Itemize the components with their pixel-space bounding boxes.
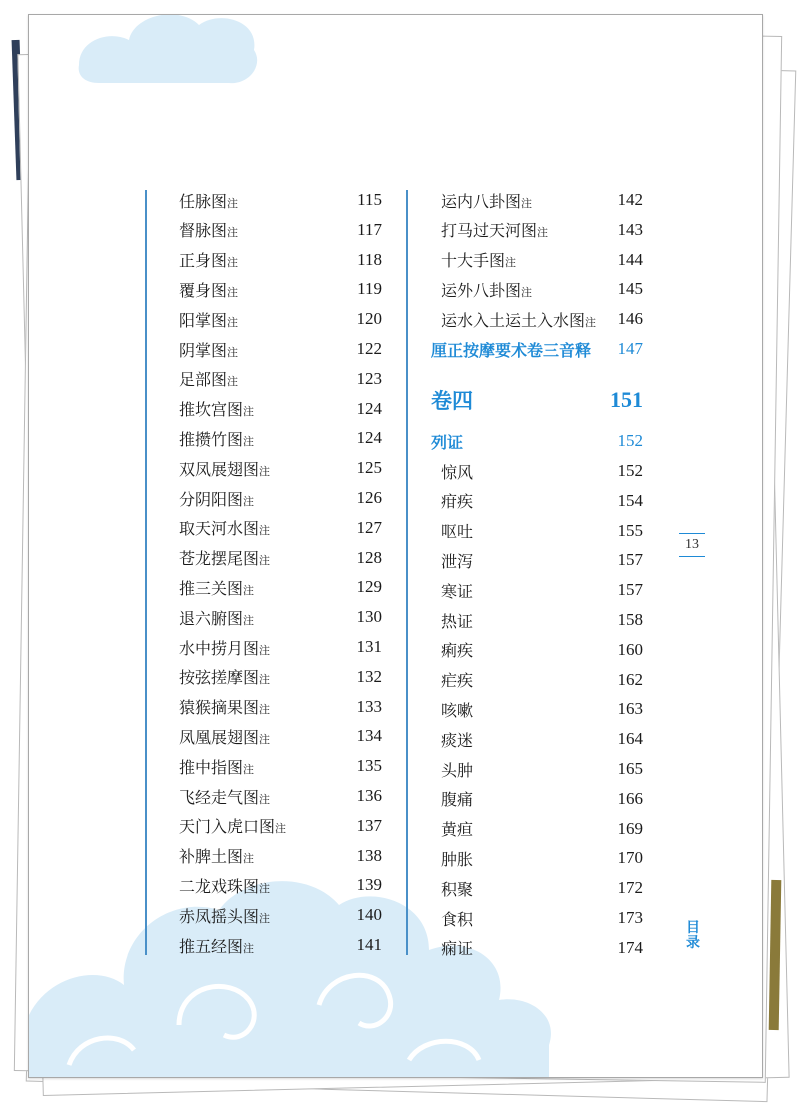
toc-entry xyxy=(441,545,643,575)
page-number-box xyxy=(679,533,705,557)
entry-page-number: 135 xyxy=(356,756,382,776)
entry-title-text: 黄疸 xyxy=(441,820,474,840)
entry-title-text: 呕吐 xyxy=(441,522,474,542)
entry-note: 注 xyxy=(259,703,271,717)
toc-entry xyxy=(441,185,643,215)
toc-entry xyxy=(179,215,382,245)
entry-page-number: 146 xyxy=(617,309,643,329)
entry-title-text: 任脉图 xyxy=(179,191,228,211)
toc-entry xyxy=(179,692,382,722)
entry-note: 注 xyxy=(521,285,533,299)
toc-entry xyxy=(441,516,643,546)
cloud-decoration-top xyxy=(69,14,269,95)
toc-heading xyxy=(431,334,643,364)
entry-note: 注 xyxy=(259,732,271,746)
toc-entry xyxy=(441,784,643,814)
toc-entry xyxy=(179,274,382,304)
toc-entry xyxy=(179,453,382,483)
entry-title-text: 按弦搓摩图 xyxy=(179,668,260,688)
entry-title-text: 天门入虎口图 xyxy=(179,817,276,837)
entry-title-text: 足部图 xyxy=(179,370,228,390)
entry-title xyxy=(179,546,270,569)
entry-page-number: 165 xyxy=(617,759,643,778)
entry-title xyxy=(441,278,532,301)
entry-title xyxy=(179,189,238,212)
entry-title xyxy=(431,338,591,361)
toc-entry xyxy=(441,665,643,695)
entry-title-text: 水中捞月图 xyxy=(179,638,260,658)
entry-note: 注 xyxy=(259,554,271,568)
toc-entry xyxy=(441,933,643,963)
entry-page-number: 115 xyxy=(357,190,382,209)
entry-title xyxy=(441,519,473,542)
entry-title-text: 推中指图 xyxy=(179,757,244,777)
entry-title-text: 飞经走气图 xyxy=(179,787,260,807)
entry-title xyxy=(441,460,473,483)
entry-page-number: 127 xyxy=(356,517,382,537)
entry-page-number: 132 xyxy=(356,666,382,686)
toc-entry xyxy=(441,215,643,245)
entry-note: 注 xyxy=(259,881,271,895)
entry-page-number: 126 xyxy=(356,488,382,507)
entry-title xyxy=(441,579,473,602)
entry-title xyxy=(441,218,548,241)
entry-title-text: 痰迷 xyxy=(441,730,474,750)
entry-title xyxy=(179,785,270,808)
toc-entry xyxy=(179,811,382,841)
entry-page-number: 142 xyxy=(617,190,643,209)
entry-title xyxy=(441,308,596,331)
entry-title-text: 推攒竹图 xyxy=(179,429,244,449)
entry-note: 注 xyxy=(505,256,517,270)
page-number-rule xyxy=(679,556,705,557)
entry-note: 注 xyxy=(259,911,271,925)
entry-title xyxy=(179,725,270,748)
entry-note: 注 xyxy=(243,852,255,866)
toc-entry xyxy=(441,814,643,844)
toc-entry xyxy=(179,781,382,811)
entry-page-number: 169 xyxy=(617,818,643,838)
entry-title xyxy=(441,847,473,870)
toc-entry xyxy=(441,575,643,605)
entry-title xyxy=(179,367,238,390)
entry-title xyxy=(179,755,254,778)
entry-title xyxy=(441,758,473,781)
entry-page-number: 173 xyxy=(617,908,643,927)
entry-page-number: 164 xyxy=(617,729,643,749)
toc-entry xyxy=(179,841,382,871)
entry-note: 注 xyxy=(521,196,533,210)
entry-title-text: 覆身图 xyxy=(179,280,228,300)
toc-entry xyxy=(441,245,643,275)
entry-note: 注 xyxy=(537,226,549,240)
entry-page-number: 131 xyxy=(356,637,382,656)
entry-title-text: 推五经图 xyxy=(179,936,244,956)
entry-title xyxy=(441,668,473,691)
entry-title-text: 推坎宫图 xyxy=(179,400,244,420)
toc-entry xyxy=(179,543,382,573)
entry-title-text: 推三关图 xyxy=(179,578,244,598)
entry-title xyxy=(179,308,238,331)
entry-page-number: 122 xyxy=(356,339,382,358)
entry-title-text: 凤凰展翅图 xyxy=(179,727,260,747)
entry-title-text: 督脉图 xyxy=(179,221,228,241)
toc-entry xyxy=(179,572,382,602)
entry-title xyxy=(179,814,286,837)
toc-entry xyxy=(441,903,643,933)
entry-title-text: 正身图 xyxy=(179,251,228,271)
toc-page xyxy=(28,14,763,1078)
entry-title-text: 积聚 xyxy=(441,879,474,899)
toc-entry xyxy=(441,486,643,516)
entry-title xyxy=(179,487,254,510)
entry-title-text: 食积 xyxy=(441,909,474,929)
entry-title-text: 头肿 xyxy=(441,760,474,780)
entry-title xyxy=(441,248,516,271)
entry-title-text: 疳疾 xyxy=(441,492,474,512)
entry-title-text: 二龙戏珠图 xyxy=(179,876,260,896)
entry-note: 注 xyxy=(259,464,271,478)
entry-title-text: 寒证 xyxy=(441,581,474,601)
toc-entry xyxy=(179,513,382,543)
entry-title-text: 运水入土运土入水图 xyxy=(441,310,586,330)
entry-title-text: 苍龙摆尾图 xyxy=(179,549,260,569)
entry-title xyxy=(441,549,473,572)
entry-page-number: 157 xyxy=(617,550,643,570)
entry-title xyxy=(431,430,463,453)
toc-entry xyxy=(179,632,382,662)
entry-title xyxy=(179,874,270,897)
entry-title xyxy=(441,638,473,661)
entry-page-number: 124 xyxy=(356,398,382,418)
entry-page-number: 154 xyxy=(617,490,643,510)
entry-note: 注 xyxy=(275,822,287,836)
toc-entry xyxy=(179,662,382,692)
entry-title-text: 肿胀 xyxy=(441,849,474,869)
entry-title-text: 惊风 xyxy=(441,462,474,482)
entry-note: 注 xyxy=(227,375,239,389)
side-label xyxy=(685,921,701,951)
entry-page-number: 152 xyxy=(617,461,643,480)
toc-entry xyxy=(179,364,382,394)
entry-title-text: 痫证 xyxy=(441,939,474,959)
entry-title-text: 赤凤摇头图 xyxy=(179,906,260,926)
entry-page-number: 162 xyxy=(617,669,643,689)
entry-note: 注 xyxy=(227,196,239,210)
entry-title xyxy=(179,934,254,957)
entry-title xyxy=(179,278,238,301)
toc-entry xyxy=(179,602,382,632)
entry-page-number: 125 xyxy=(356,458,382,478)
entry-page-number: 133 xyxy=(356,696,382,716)
toc-entry xyxy=(179,483,382,513)
entry-title xyxy=(179,576,254,599)
entry-title xyxy=(441,877,473,900)
entry-page-number: 163 xyxy=(617,699,643,719)
entry-title-text: 咳嗽 xyxy=(441,700,474,720)
entry-title xyxy=(179,665,270,688)
toc-entry xyxy=(179,930,382,960)
entry-title-text: 退六腑图 xyxy=(179,608,244,628)
toc-entry xyxy=(441,694,643,724)
entry-title-text: 厘正按摩要术卷三音释 xyxy=(431,340,592,360)
entry-title-text: 十大手图 xyxy=(441,251,506,271)
entry-page-number: 170 xyxy=(617,848,643,868)
entry-title-text: 取天河水图 xyxy=(179,519,260,539)
cloud-decoration-bottom xyxy=(29,865,762,1077)
entry-page-number: 140 xyxy=(356,905,382,925)
entry-page-number: 147 xyxy=(617,339,643,358)
entry-note: 注 xyxy=(243,762,255,776)
entry-title xyxy=(441,907,473,930)
toc-entry xyxy=(179,751,382,781)
entry-title-text: 猿猴摘果图 xyxy=(179,698,260,718)
entry-page-number: 134 xyxy=(356,726,382,746)
entry-note: 注 xyxy=(243,405,255,419)
toc-entry xyxy=(441,274,643,304)
entry-page-number: 151 xyxy=(610,387,643,412)
toc-entry xyxy=(441,724,643,754)
entry-title xyxy=(179,338,238,361)
left-column-rule xyxy=(145,190,147,955)
entry-page-number: 158 xyxy=(617,610,643,629)
toc-entry xyxy=(179,721,382,751)
entry-title-text: 分阴阳图 xyxy=(179,489,244,509)
entry-note: 注 xyxy=(243,941,255,955)
entry-title xyxy=(179,397,254,420)
entry-title xyxy=(179,844,254,867)
entry-title xyxy=(441,787,473,810)
section-heading xyxy=(431,426,643,456)
entry-page-number: 141 xyxy=(356,935,382,954)
entry-page-number: 152 xyxy=(617,431,643,450)
entry-note: 注 xyxy=(585,315,597,329)
entry-page-number: 138 xyxy=(356,845,382,865)
entry-title xyxy=(179,218,238,241)
entry-page-number: 139 xyxy=(356,875,382,895)
toc-entry xyxy=(179,900,382,930)
entry-page-number: 128 xyxy=(356,547,382,567)
entry-note: 注 xyxy=(243,494,255,508)
toc-entry xyxy=(441,754,643,784)
toc-entry xyxy=(441,456,643,486)
entry-page-number: 136 xyxy=(356,786,382,805)
toc-entry xyxy=(179,304,382,334)
toc-entry xyxy=(441,873,643,903)
entry-page-number: 129 xyxy=(356,577,382,597)
toc-entry xyxy=(179,185,382,215)
toc-entry xyxy=(441,843,643,873)
entry-note: 注 xyxy=(243,613,255,627)
right-column-rule xyxy=(406,190,408,955)
entry-title xyxy=(441,489,473,512)
toc-entry xyxy=(179,394,382,424)
entry-page-number: 160 xyxy=(617,639,643,659)
entry-title-text: 卷四 xyxy=(431,388,473,413)
entry-page-number: 172 xyxy=(617,878,643,898)
toc-entry xyxy=(441,635,643,665)
toc-entry xyxy=(179,334,382,364)
entry-note: 注 xyxy=(227,315,239,329)
toc-entry xyxy=(179,870,382,900)
entry-page-number: 137 xyxy=(356,815,382,835)
entry-page-number: 143 xyxy=(617,219,643,239)
entry-title-text: 痢疾 xyxy=(441,641,474,661)
entry-title xyxy=(179,904,270,927)
entry-page-number: 118 xyxy=(357,249,382,269)
entry-note: 注 xyxy=(227,226,239,240)
toc-entry xyxy=(179,423,382,453)
entry-page-number: 124 xyxy=(356,428,382,448)
toc-entry xyxy=(179,245,382,275)
entry-page-number: 119 xyxy=(357,279,382,299)
entry-title xyxy=(179,248,238,271)
entry-title-text: 双凤展翅图 xyxy=(179,459,260,479)
entry-note: 注 xyxy=(243,434,255,448)
entry-page-number: 174 xyxy=(617,937,643,957)
side-label-char: 目 xyxy=(686,920,700,936)
entry-title xyxy=(441,189,532,212)
entry-title xyxy=(179,427,254,450)
entry-title xyxy=(179,516,270,539)
entry-title xyxy=(441,728,473,751)
entry-title-text: 疟疾 xyxy=(441,671,474,691)
entry-note: 注 xyxy=(259,524,271,538)
entry-title-text: 阴掌图 xyxy=(179,340,228,360)
entry-title-text: 运内八卦图 xyxy=(441,191,522,211)
toc-entry xyxy=(441,304,643,334)
side-label-char: 录 xyxy=(686,935,700,951)
entry-page-number: 157 xyxy=(617,580,643,600)
entry-page-number: 123 xyxy=(356,368,382,388)
entry-note: 注 xyxy=(227,345,239,359)
entry-title xyxy=(179,457,270,480)
entry-title xyxy=(441,609,473,632)
entry-note: 注 xyxy=(227,256,239,270)
volume-heading xyxy=(431,380,643,420)
entry-page-number: 155 xyxy=(617,520,643,540)
entry-note: 注 xyxy=(227,285,239,299)
entry-page-number: 130 xyxy=(356,607,382,627)
entry-note: 注 xyxy=(259,792,271,806)
entry-title xyxy=(179,636,270,659)
entry-title xyxy=(431,385,473,415)
entry-page-number: 120 xyxy=(356,309,382,329)
entry-note: 注 xyxy=(259,643,271,657)
entry-title-text: 阳掌图 xyxy=(179,310,228,330)
entry-page-number: 166 xyxy=(617,788,643,808)
entry-title xyxy=(179,695,270,718)
entry-page-number: 117 xyxy=(357,219,382,239)
entry-title-text: 运外八卦图 xyxy=(441,280,522,300)
entry-title xyxy=(179,606,254,629)
entry-title-text: 泄泻 xyxy=(441,551,474,571)
entry-title-text: 补脾土图 xyxy=(179,847,244,867)
entry-title-text: 列证 xyxy=(431,432,464,452)
entry-title-text: 热证 xyxy=(441,611,474,631)
entry-title xyxy=(441,936,473,959)
toc-entry xyxy=(441,605,643,635)
page-number: 13 xyxy=(685,537,699,552)
entry-page-number: 144 xyxy=(617,249,643,269)
entry-note: 注 xyxy=(259,673,271,687)
entry-title xyxy=(441,698,473,721)
entry-title-text: 腹痛 xyxy=(441,790,474,810)
entry-page-number: 145 xyxy=(617,279,643,299)
entry-note: 注 xyxy=(243,583,255,597)
entry-title xyxy=(441,817,473,840)
entry-title-text: 打马过天河图 xyxy=(441,221,538,241)
